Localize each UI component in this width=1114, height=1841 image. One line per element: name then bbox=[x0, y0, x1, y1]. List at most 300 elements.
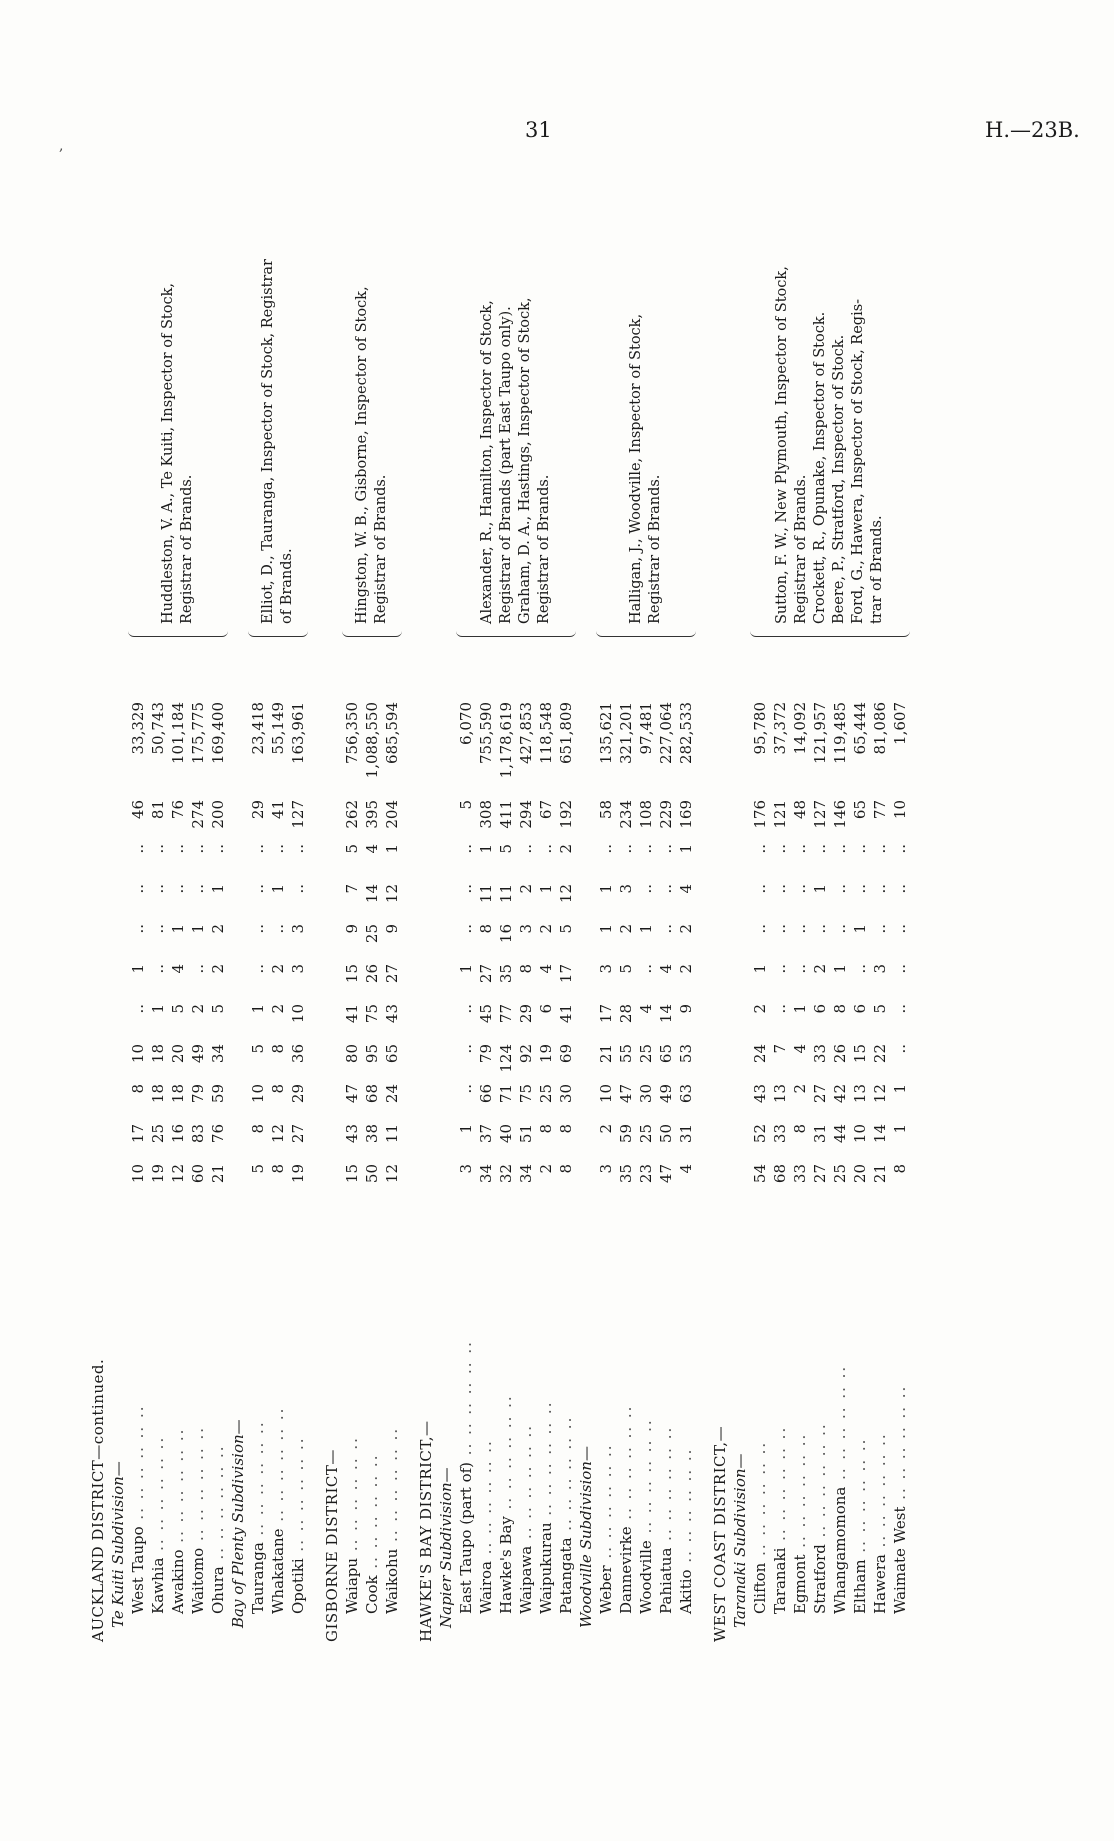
inspector-brace bbox=[456, 630, 576, 637]
table-cell: 11 bbox=[497, 884, 515, 904]
table-cell: 26 bbox=[363, 964, 381, 984]
table-cell: .. bbox=[597, 844, 615, 854]
table-cell: 83 bbox=[189, 1124, 207, 1144]
leader-dots: .. .. .. .. .. .. bbox=[517, 1423, 535, 1546]
area-name bbox=[890, 1194, 910, 1642]
table-cell: 49 bbox=[189, 1044, 207, 1064]
table-cell: 192 bbox=[557, 800, 575, 829]
table-cell: .. bbox=[871, 924, 889, 934]
table-cell: 5 bbox=[871, 1004, 889, 1014]
table-cell: 1,088,550 bbox=[363, 702, 381, 779]
inspector-line: Registrar of Brands. bbox=[647, 474, 663, 624]
table-cell: 27 bbox=[811, 1164, 829, 1184]
leader-dots: .. .. .. .. .. .. bbox=[637, 1418, 655, 1541]
table-cell: 127 bbox=[811, 800, 829, 829]
inspector-note bbox=[478, 297, 554, 624]
table-cell: 28 bbox=[617, 1004, 635, 1024]
area-name bbox=[596, 1194, 616, 1642]
table-cell: 14 bbox=[363, 884, 381, 904]
table-cell: 5 bbox=[169, 1004, 187, 1014]
table-cell: .. bbox=[751, 844, 769, 854]
table-cell: 50 bbox=[657, 1124, 675, 1144]
table-cell: 204 bbox=[383, 800, 401, 829]
area-label: Waipukurau bbox=[537, 1522, 555, 1614]
table-cell: 65 bbox=[383, 1044, 401, 1064]
area-name bbox=[382, 1194, 402, 1642]
table-cell: 10 bbox=[597, 1084, 615, 1104]
table-cell: 8 bbox=[269, 1044, 287, 1054]
table-cell: 10 bbox=[891, 800, 909, 820]
table-cell: .. bbox=[169, 884, 187, 894]
area-label: Clifton bbox=[751, 1562, 769, 1614]
table-cell: 2 bbox=[537, 924, 555, 934]
table-cell: 5 bbox=[249, 1044, 267, 1054]
table-cell: 282,533 bbox=[677, 702, 695, 765]
table-cell: 33,329 bbox=[129, 702, 147, 755]
leader-dots: .. .. .. .. .. .. bbox=[169, 1427, 187, 1550]
table-cell: 1 bbox=[249, 1004, 267, 1014]
table-cell: 5 bbox=[343, 844, 361, 854]
table-cell: 3 bbox=[871, 964, 889, 974]
table-cell: 3 bbox=[597, 964, 615, 974]
table-cell: 6 bbox=[811, 1004, 829, 1014]
area-name bbox=[128, 1194, 148, 1642]
table-cell: 169,400 bbox=[209, 702, 227, 765]
table-cell: .. bbox=[129, 884, 147, 894]
table-cell: 175,775 bbox=[189, 702, 207, 765]
table-cell: 18 bbox=[149, 1084, 167, 1104]
area-label: Ohura bbox=[209, 1566, 227, 1614]
area-label: Waimate West bbox=[891, 1506, 909, 1614]
table-cell: 24 bbox=[383, 1084, 401, 1104]
table-cell: 51 bbox=[517, 1124, 535, 1144]
table-cell: 1 bbox=[129, 964, 147, 974]
area-name bbox=[750, 1194, 770, 1642]
table-cell: .. bbox=[129, 1004, 147, 1014]
table-cell: 8 bbox=[891, 1164, 909, 1174]
table-cell: 1 bbox=[457, 964, 475, 974]
subdivision-title: Te Kuiti Subdivision— bbox=[109, 1461, 127, 1628]
area-label: Cook bbox=[363, 1575, 381, 1614]
table-cell: 234 bbox=[617, 800, 635, 829]
table-cell: 59 bbox=[617, 1124, 635, 1144]
table-cell: .. bbox=[289, 844, 307, 854]
table-cell: .. bbox=[249, 884, 267, 894]
table-cell: 42 bbox=[831, 1084, 849, 1104]
inspector-note bbox=[259, 259, 297, 624]
table-cell: 7 bbox=[771, 1044, 789, 1054]
table-cell: .. bbox=[637, 964, 655, 974]
area-name bbox=[168, 1194, 188, 1642]
table-cell: 8 bbox=[249, 1124, 267, 1134]
table-cell: 79 bbox=[189, 1084, 207, 1104]
table-row bbox=[596, 222, 616, 1642]
table-cell: 12 bbox=[557, 884, 575, 904]
table-cell: 41 bbox=[557, 1004, 575, 1024]
table-cell: 6 bbox=[851, 1004, 869, 1014]
table-cell: 45 bbox=[477, 1004, 495, 1024]
table-cell: 1 bbox=[791, 1004, 809, 1014]
table-cell: 8 bbox=[831, 1004, 849, 1014]
area-name bbox=[536, 1194, 556, 1642]
table-cell: 4 bbox=[677, 884, 695, 894]
subdivision-title: Taranaki Subdivision— bbox=[731, 1453, 749, 1628]
area-label: Whakatane bbox=[269, 1528, 287, 1614]
table-cell: 7 bbox=[343, 884, 361, 894]
table-cell: 8 bbox=[517, 964, 535, 974]
area-label: Waikohu bbox=[383, 1548, 401, 1614]
table-cell: 1 bbox=[751, 964, 769, 974]
area-label: Taranaki bbox=[771, 1547, 789, 1614]
page-number: 31 bbox=[525, 118, 552, 142]
table-cell: 4 bbox=[363, 844, 381, 854]
table-cell: 4 bbox=[169, 964, 187, 974]
table-cell: .. bbox=[189, 844, 207, 854]
inspector-line: Alexander, R., Hamilton, Inspector of Stock, bbox=[479, 300, 495, 624]
table-cell: 8 bbox=[129, 1084, 147, 1094]
table-cell: 77 bbox=[497, 1004, 515, 1024]
table-cell: 27 bbox=[477, 964, 495, 984]
table-cell: 119,485 bbox=[831, 702, 849, 765]
table-cell: .. bbox=[249, 964, 267, 974]
table-cell: 53 bbox=[677, 1044, 695, 1064]
table-cell: 35 bbox=[497, 964, 515, 984]
table-cell: 685,594 bbox=[383, 702, 401, 765]
table-cell: .. bbox=[517, 844, 535, 854]
table-cell: 18 bbox=[169, 1084, 187, 1104]
table-cell: 30 bbox=[637, 1084, 655, 1104]
area-name bbox=[208, 1194, 228, 1642]
table-row bbox=[208, 222, 228, 1642]
table-cell: 321,201 bbox=[617, 702, 635, 765]
leader-dots: .. .. .. .. .. .. bbox=[871, 1432, 889, 1555]
table-cell: 65,444 bbox=[851, 702, 869, 755]
margin-mark: , bbox=[59, 138, 64, 154]
table-cell: .. bbox=[457, 1004, 475, 1014]
table-cell: 14 bbox=[871, 1124, 889, 1144]
table-cell: 411 bbox=[497, 800, 515, 829]
table-cell: 1,178,619 bbox=[497, 702, 515, 779]
table-cell: 21 bbox=[597, 1044, 615, 1064]
table-cell: 1 bbox=[597, 884, 615, 894]
table-cell: 21 bbox=[209, 1164, 227, 1184]
table-cell: 75 bbox=[363, 1004, 381, 1024]
table-cell: 34 bbox=[517, 1164, 535, 1184]
area-label: Woodville bbox=[637, 1540, 655, 1614]
table-cell: 71 bbox=[497, 1084, 515, 1104]
table-cell: 169 bbox=[677, 800, 695, 829]
inspector-line: Registrar of Brands. bbox=[179, 474, 195, 624]
table-cell: .. bbox=[657, 924, 675, 934]
table-cell: 37,372 bbox=[771, 702, 789, 755]
table-cell: 31 bbox=[677, 1124, 695, 1144]
area-name bbox=[850, 1194, 870, 1642]
area-name bbox=[288, 1194, 308, 1642]
table-cell: 2 bbox=[209, 924, 227, 934]
table-cell: .. bbox=[457, 924, 475, 934]
table-cell: 3 bbox=[517, 924, 535, 934]
table-cell: 1,607 bbox=[891, 702, 909, 745]
table-cell: .. bbox=[851, 884, 869, 894]
table-cell: 27 bbox=[383, 964, 401, 984]
table-cell: .. bbox=[149, 844, 167, 854]
table-cell: 55,149 bbox=[269, 702, 287, 755]
area-name bbox=[790, 1194, 810, 1642]
district-title: AUCKLAND DISTRICT—continued. bbox=[89, 1358, 107, 1642]
area-name bbox=[616, 1194, 636, 1642]
leader-dots: .. .. .. .. .. .. bbox=[751, 1440, 769, 1563]
table-cell: 76 bbox=[169, 800, 187, 820]
leader-dots: .. .. .. .. .. .. bbox=[657, 1425, 675, 1548]
table-cell: 5 bbox=[209, 1004, 227, 1014]
table-cell: 1 bbox=[831, 964, 849, 974]
table-cell: 33 bbox=[811, 1044, 829, 1064]
area-label: Awakino bbox=[169, 1549, 187, 1614]
table-cell: 13 bbox=[851, 1084, 869, 1104]
table-cell: .. bbox=[811, 924, 829, 934]
inspector-brace bbox=[596, 630, 696, 637]
inspector-line: Registrar of Brands (part East Taupo only). bbox=[498, 306, 514, 624]
leader-dots: .. .. .. .. .. .. bbox=[771, 1425, 789, 1548]
stock-table bbox=[88, 222, 1008, 1642]
area-name bbox=[656, 1194, 676, 1642]
subdivision-title: Napier Subdivision— bbox=[437, 1467, 455, 1628]
leader-dots: .. .. .. .. .. .. bbox=[189, 1426, 207, 1548]
table-cell: .. bbox=[791, 924, 809, 934]
table-cell: 81,086 bbox=[871, 702, 889, 755]
table-cell: 229 bbox=[657, 800, 675, 829]
table-cell: 17 bbox=[129, 1124, 147, 1144]
area-label: Dannevirke bbox=[617, 1526, 635, 1614]
row-gap bbox=[308, 222, 322, 1642]
table-cell: 19 bbox=[289, 1164, 307, 1184]
table-cell: .. bbox=[149, 964, 167, 974]
table-cell: .. bbox=[871, 884, 889, 894]
table-cell: .. bbox=[851, 844, 869, 854]
table-cell: .. bbox=[249, 924, 267, 934]
table-cell: 2 bbox=[597, 1124, 615, 1134]
table-cell: 46 bbox=[129, 800, 147, 820]
table-cell: 101,184 bbox=[169, 702, 187, 765]
table-cell: 80 bbox=[343, 1044, 361, 1064]
area-name bbox=[362, 1194, 382, 1642]
table-cell: 27 bbox=[811, 1084, 829, 1104]
table-cell: .. bbox=[209, 844, 227, 854]
table-cell: 25 bbox=[537, 1084, 555, 1104]
area-name bbox=[870, 1194, 890, 1642]
table-cell: 16 bbox=[497, 924, 515, 944]
table-cell: 4 bbox=[537, 964, 555, 974]
area-label: Weber bbox=[597, 1565, 615, 1614]
table-cell: 1 bbox=[477, 844, 495, 854]
area-name bbox=[188, 1194, 208, 1642]
subdivision-title: Bay of Plenty Subdivision— bbox=[229, 1419, 247, 1628]
table-cell: 30 bbox=[557, 1084, 575, 1104]
table-cell: .. bbox=[891, 1044, 909, 1054]
table-cell: 755,590 bbox=[477, 702, 495, 765]
table-cell: .. bbox=[617, 844, 635, 854]
table-cell: 1 bbox=[811, 884, 829, 894]
table-cell: 5 bbox=[249, 1164, 267, 1174]
table-cell: .. bbox=[771, 924, 789, 934]
leader-dots: .. .. .. .. .. .. bbox=[537, 1400, 555, 1523]
table-cell: 9 bbox=[383, 924, 401, 934]
table-cell: 20 bbox=[169, 1044, 187, 1064]
table-cell: 36 bbox=[289, 1044, 307, 1064]
table-cell: 262 bbox=[343, 800, 361, 829]
table-cell: 20 bbox=[851, 1164, 869, 1184]
area-label: Waiapu bbox=[343, 1557, 361, 1614]
table-cell: .. bbox=[189, 884, 207, 894]
table-cell: 3 bbox=[289, 964, 307, 974]
table-cell: .. bbox=[457, 1084, 475, 1094]
row-gap bbox=[696, 222, 710, 1642]
table-cell: 29 bbox=[289, 1084, 307, 1104]
table-cell: 68 bbox=[363, 1084, 381, 1104]
area-name bbox=[148, 1194, 168, 1642]
table-cell: 4 bbox=[637, 1004, 655, 1014]
table-cell: 135,621 bbox=[597, 702, 615, 765]
leader-dots: .. .. .. .. .. .. bbox=[289, 1436, 307, 1559]
subdivision-title: Woodville Subdivision— bbox=[577, 1446, 595, 1628]
table-cell: 2 bbox=[209, 964, 227, 974]
leader-dots: .. .. .. .. .. .. bbox=[457, 1340, 475, 1462]
table-cell: 16 bbox=[169, 1124, 187, 1144]
table-cell: .. bbox=[457, 1044, 475, 1054]
table-cell: 15 bbox=[343, 1164, 361, 1184]
inspector-line: Registrar of Brands. bbox=[536, 474, 552, 624]
inspector-line: Ford, G., Hawera, Inspector of Stock, Regis- bbox=[850, 298, 866, 624]
table-cell: 15 bbox=[851, 1044, 869, 1064]
table-cell: 48 bbox=[791, 800, 809, 820]
table-cell: 22 bbox=[871, 1044, 889, 1064]
table-cell: 34 bbox=[209, 1044, 227, 1064]
table-row bbox=[456, 222, 476, 1642]
table-cell: 25 bbox=[149, 1124, 167, 1144]
table-cell: 29 bbox=[517, 1004, 535, 1024]
inspector-note bbox=[773, 266, 887, 624]
inspector-line: Registrar of Brands. bbox=[793, 474, 809, 624]
area-name bbox=[770, 1194, 790, 1642]
table-cell: 2 bbox=[537, 1164, 555, 1174]
table-cell: 10 bbox=[129, 1044, 147, 1064]
area-label: Wairoa bbox=[477, 1561, 495, 1614]
table-cell: 25 bbox=[363, 924, 381, 944]
table-cell: 200 bbox=[209, 800, 227, 829]
table-cell: 27 bbox=[289, 1124, 307, 1144]
area-label: Whangamomona bbox=[831, 1486, 849, 1614]
inspector-line: Halligan, J., Woodville, Inspector of Stock, bbox=[628, 313, 644, 624]
table-cell: 4 bbox=[677, 1164, 695, 1174]
table-cell: 66 bbox=[477, 1084, 495, 1104]
table-cell: 127 bbox=[289, 800, 307, 829]
table-cell: 3 bbox=[289, 924, 307, 934]
table-cell: 12 bbox=[269, 1124, 287, 1144]
inspector-brace bbox=[750, 630, 910, 637]
area-label: Hawke's Bay bbox=[497, 1516, 515, 1614]
inspector-line: Hingston, W. B., Gisborne, Inspector of Stock, bbox=[354, 286, 370, 624]
table-cell: .. bbox=[457, 884, 475, 894]
table-cell: 11 bbox=[383, 1124, 401, 1144]
leader-dots: .. .. .. .. .. .. bbox=[129, 1404, 147, 1527]
table-cell: 24 bbox=[751, 1044, 769, 1064]
area-label: Tauranga bbox=[249, 1542, 267, 1614]
area-label: West Taupo bbox=[129, 1526, 147, 1614]
table-cell: 43 bbox=[343, 1124, 361, 1144]
table-cell: 40 bbox=[497, 1124, 515, 1144]
table-cell: 65 bbox=[657, 1044, 675, 1064]
table-cell: .. bbox=[891, 924, 909, 934]
leader-dots: .. .. .. .. .. .. bbox=[209, 1444, 227, 1567]
table-cell: .. bbox=[891, 964, 909, 974]
table-cell: .. bbox=[871, 844, 889, 854]
area-name bbox=[342, 1194, 362, 1642]
table-cell: 44 bbox=[831, 1124, 849, 1144]
table-row bbox=[128, 222, 148, 1642]
table-cell: 8 bbox=[269, 1084, 287, 1094]
table-cell: .. bbox=[771, 964, 789, 974]
table-cell: .. bbox=[169, 844, 187, 854]
table-cell: .. bbox=[149, 884, 167, 894]
table-cell: 33 bbox=[791, 1164, 809, 1184]
district-title: WEST COAST DISTRICT,— bbox=[711, 1425, 729, 1642]
leader-dots: .. .. .. .. .. .. bbox=[249, 1420, 267, 1543]
area-name bbox=[636, 1194, 656, 1642]
table-cell: .. bbox=[289, 884, 307, 894]
table-cell: 1 bbox=[537, 884, 555, 894]
inspector-line: of Brands. bbox=[279, 548, 295, 624]
table-cell: 38 bbox=[363, 1124, 381, 1144]
table-cell: 33 bbox=[771, 1124, 789, 1144]
table-cell: 121 bbox=[771, 800, 789, 829]
table-cell: 50 bbox=[363, 1164, 381, 1184]
table-cell: 17 bbox=[557, 964, 575, 984]
table-cell: 1 bbox=[149, 1004, 167, 1014]
area-name bbox=[496, 1194, 516, 1642]
table-cell: 2 bbox=[677, 924, 695, 934]
leader-dots: .. .. .. .. .. .. bbox=[383, 1426, 401, 1549]
table-cell: .. bbox=[269, 844, 287, 854]
table-cell: 95 bbox=[363, 1044, 381, 1064]
table-cell: .. bbox=[249, 844, 267, 854]
table-cell: .. bbox=[791, 884, 809, 894]
table-cell: 5 bbox=[457, 800, 475, 810]
table-cell: 3 bbox=[617, 884, 635, 894]
table-row bbox=[556, 222, 576, 1642]
table-cell: 1 bbox=[457, 1124, 475, 1134]
table-cell: 50,743 bbox=[149, 702, 167, 755]
table-cell: 79 bbox=[477, 1044, 495, 1064]
table-cell: 60 bbox=[189, 1164, 207, 1184]
inspector-line: Graham, D. A., Hastings, Inspector of Stock, bbox=[517, 297, 533, 624]
table-cell: 47 bbox=[617, 1084, 635, 1104]
table-cell: 2 bbox=[811, 964, 829, 974]
table-cell: 37 bbox=[477, 1124, 495, 1144]
area-name bbox=[556, 1194, 576, 1642]
table-cell: .. bbox=[791, 964, 809, 974]
table-cell: 1 bbox=[891, 1084, 909, 1094]
table-cell: 32 bbox=[497, 1164, 515, 1184]
table-cell: .. bbox=[751, 924, 769, 934]
table-cell: 227,064 bbox=[657, 702, 675, 765]
area-name bbox=[810, 1194, 830, 1642]
table-row bbox=[750, 222, 770, 1642]
leader-dots: .. .. .. .. .. .. bbox=[363, 1453, 381, 1576]
table-cell: 5 bbox=[497, 844, 515, 854]
table-cell: 756,350 bbox=[343, 702, 361, 765]
leader-dots: .. .. .. .. .. .. bbox=[149, 1435, 167, 1558]
table-cell: 2 bbox=[189, 1004, 207, 1014]
